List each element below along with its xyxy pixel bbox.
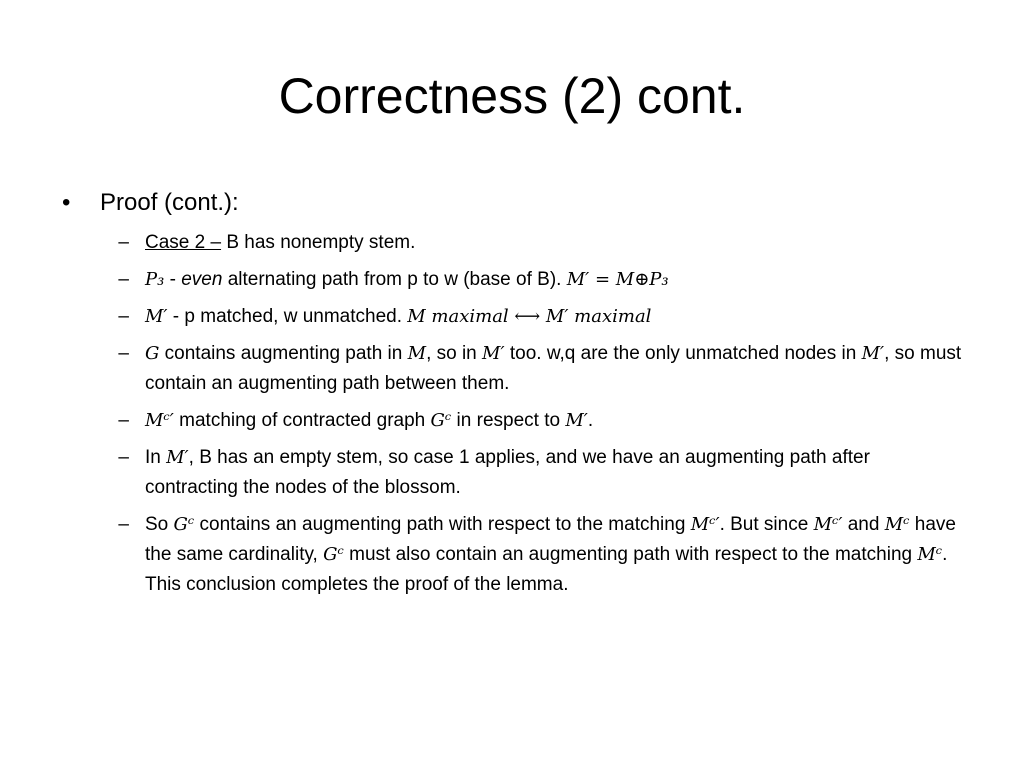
math-expression: Mᶜ xyxy=(884,514,910,535)
math-expression: M xyxy=(407,343,427,364)
sub-bullet-item xyxy=(62,443,962,503)
text-run: matching of contracted graph xyxy=(173,410,431,431)
slide-body xyxy=(62,186,962,607)
math-expression: M′ xyxy=(482,343,505,364)
text-run: Case 2 – xyxy=(145,232,222,253)
text-run: contains augmenting path in xyxy=(159,343,408,364)
sub-bullet-text xyxy=(145,265,962,295)
dash-icon: – xyxy=(118,447,129,468)
slide-title: Correctness (2) cont. xyxy=(278,68,746,124)
math-expression: Mᶜ′ xyxy=(813,514,843,535)
dash-icon: – xyxy=(118,306,129,327)
text-run: So xyxy=(145,514,174,535)
text-run: - xyxy=(164,269,182,290)
math-expression: M′ xyxy=(166,447,189,468)
bullet-text: Proof (cont.): xyxy=(100,189,239,216)
sub-bullet-text xyxy=(145,339,962,399)
text-run: B has nonempty stem. xyxy=(221,232,416,253)
text-run: , B has an empty stem, so case 1 applies, and we have an augmenting path after contracting the nodes of the blossom. xyxy=(145,447,870,498)
math-expression: Mᶜ′ xyxy=(690,514,720,535)
text-run: - p matched, w unmatched. xyxy=(167,306,408,327)
dash-icon: – xyxy=(118,269,129,290)
sub-bullet-text xyxy=(145,510,962,600)
math-expression: Gᶜ xyxy=(430,410,452,431)
dash-icon: – xyxy=(118,232,129,253)
text-run: must also contain an augmenting path with respect to the matching xyxy=(343,544,918,565)
sub-bullet-item xyxy=(62,406,962,436)
math-expression: M′ xyxy=(145,306,168,327)
math-expression: G xyxy=(145,343,160,364)
text-run: . This conclusion completes the proof of the lemma. xyxy=(145,544,948,595)
math-expression: M′ xyxy=(861,343,885,364)
sub-bullet-text xyxy=(145,228,962,258)
bullet-dot-icon: • xyxy=(62,189,71,216)
math-expression: M maximal ⟷ M′ maximal xyxy=(407,306,652,327)
sub-bullet-text xyxy=(145,406,962,436)
dash-icon: – xyxy=(118,343,129,364)
text-run: In xyxy=(145,447,167,468)
text-run: in respect to xyxy=(451,410,566,431)
text-run: contains an augmenting path with respect to the matching xyxy=(194,514,691,535)
text-run: . But since xyxy=(719,514,814,535)
sub-bullet-item xyxy=(62,339,962,399)
text-run: alternating path from p to w (base of B). xyxy=(222,269,567,290)
sub-bullet-item xyxy=(62,302,962,332)
text-run: , so must contain an augmenting path between them. xyxy=(145,343,962,394)
sub-bullet-item xyxy=(62,228,962,258)
text-run: too. w,q are the only unmatched nodes in xyxy=(504,343,862,364)
bullet-proof xyxy=(62,186,962,220)
math-expression: M′ = M⊕P₃ xyxy=(566,269,669,290)
math-expression: Mᶜ′ xyxy=(145,410,174,431)
math-expression: Mᶜ xyxy=(917,544,943,565)
sub-bullet-text xyxy=(145,443,962,503)
dash-icon: – xyxy=(118,410,129,431)
math-expression: Gᶜ xyxy=(173,514,195,535)
dash-icon: – xyxy=(118,514,129,535)
text-run: have the same cardinality, xyxy=(145,514,956,565)
text-run: , so in xyxy=(426,343,483,364)
math-expression: M′ xyxy=(565,410,588,431)
sub-bullet-item xyxy=(62,510,962,600)
text-run: even xyxy=(181,269,223,290)
text-run: . xyxy=(587,410,594,431)
math-expression: P₃ xyxy=(145,269,165,290)
math-expression: Gᶜ xyxy=(323,544,344,565)
sub-bullet-list xyxy=(62,228,962,600)
text-run: and xyxy=(842,514,885,535)
sub-bullet-item xyxy=(62,265,962,295)
sub-bullet-text xyxy=(145,302,962,332)
